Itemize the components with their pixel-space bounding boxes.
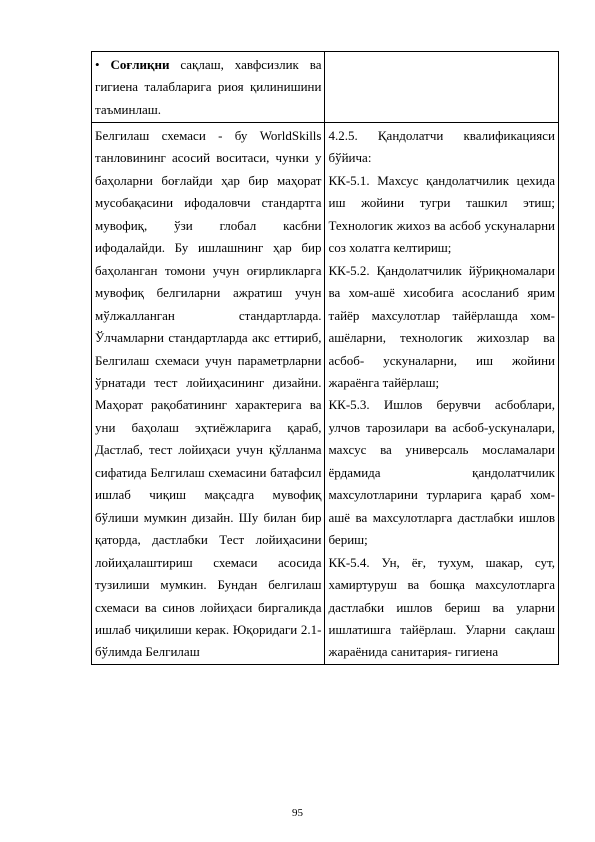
table-row [92, 123, 559, 665]
content-table [91, 51, 559, 665]
table-cell-right [325, 52, 559, 123]
bullet-glyph: • [95, 57, 100, 72]
qualification-item-kk-5-4: КК-5.4. Ун, ёғ, тухум, шакар, сут, хамиртуруш ва бошқа махсулотларга дастлабки ишлов бериш ва уларни ишлатишга тайёрлаш. Уларни сақлаш жараёнида санитария- гигиена [328, 554, 555, 660]
page-number: 95 [292, 807, 303, 819]
marking-scheme-paragraph: Белгилаш схемаси - бу WorldSkills танловининг асосий воситаси, чунки у баҳоларни боғлайди ҳар бир маҳорат мусобақасини ифодаловчи стандартга мувофиқ, ўзи глобал касбни ифодалайди. Бу ишлашнинг ҳар бир баҳоланган томони учун оғирликларга мувофиқ белгиларни ажратиш учун мўлжалланган стандартларда. Ўлчамларни стандартларда акс еттириб, Белгилаш схемаси учун параметрларни ўрнатади тест лойиҳасининг дизайни. Маҳорат рақобатининг характерига ва уни баҳолаш эҳтиёжларига қараб, Дастлаб, тест лойиҳаси учун қўлланма сифатида Белгилаш схемасини батафсил ишлаб чиқиш мақсадга мувофиқ бўлиши мумкин дизайн. Шу билан бир қаторда, дастлабки Тест лойиҳасини лойиҳалаштириш схемаси асосида тузилиши мумкин. Бундан белгилаш схемаси ва синов лойиҳаси биргаликда ишлаб чиқилиши керак. Юқоридаги 2.1-бўлимда Белгилаш [95, 128, 322, 660]
bullet-item [95, 54, 321, 121]
table-row [92, 52, 559, 123]
qualification-item-kk-5-3: КК-5.3. Ишлов берувчи асбоблари, улчов тарозилари ва асбоб-ускуналари, махсус ва универсаль мосламалари ёрдамида қандолатчилик махсулотларини турларига қараб хом-ашё ва махсулотларга дастлабки ишлов бериш; [328, 397, 555, 548]
table-cell-left [92, 52, 325, 123]
qualification-heading: 4.2.5. Қандолатчи квалификацияси бўйича: [328, 128, 555, 166]
qualification-item-kk-5-1: КК-5.1. Махсус қандолатчилик цехида иш жойини тугри ташкил этиш; Технологик жихоз ва асбоб ускуналарни соз холатга келтириш; [328, 172, 555, 256]
table-cell-left [92, 123, 325, 665]
bullet-bold-text: Соғлиқни [110, 57, 170, 72]
table-cell-right [325, 123, 559, 665]
bullet-rest-text: сақлаш, хавфсизлик ва гигиена талабларига риоя қилинишини таъминлаш. [95, 57, 322, 117]
qualification-item-kk-5-2: КК-5.2. Қандолатчилик йўриқномалари ва хом-ашё хисобига асосланиб ярим тайёр махсулотлар тайёрлашда хом-ашёларни, технологик жихозлар ва асбоб- ускуналарни, иш жойини жараёнга тайёрлаш; [328, 262, 555, 390]
